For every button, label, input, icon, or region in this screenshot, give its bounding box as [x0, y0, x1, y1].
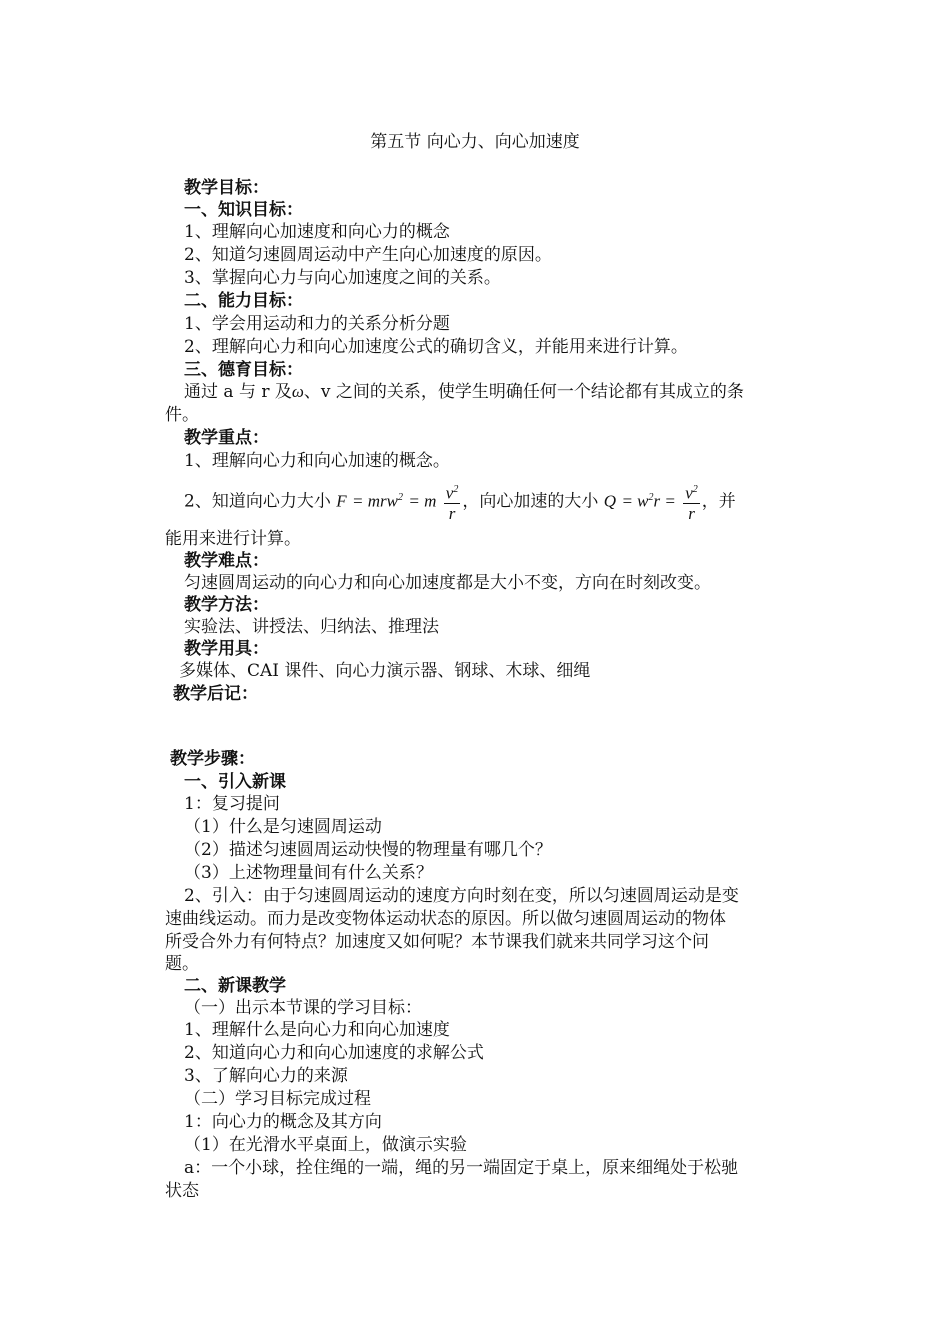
intro-question: （1）什么是匀速圆周运动: [184, 817, 382, 837]
new-lesson-concept: 1：向心力的概念及其方向: [184, 1112, 382, 1132]
formula-square: 2: [648, 492, 654, 503]
moral-text-line2: 件。: [165, 405, 199, 425]
knowledge-item: 1、理解向心加速度和向心力的概念: [184, 222, 450, 242]
tools-heading: 教学用具：: [184, 639, 269, 659]
formula-mrw: = mrw: [352, 491, 398, 511]
difficulties-heading: 教学难点：: [184, 551, 269, 571]
new-lesson-experiment: （1）在光滑水平桌面上，做演示实验: [184, 1135, 467, 1155]
new-lesson-step: 状态: [165, 1181, 199, 1201]
key-points-heading: 教学重点：: [184, 428, 269, 448]
tools-text: 多媒体、CAI 课件、向心力演示器、钢球、木球、细绳: [179, 661, 591, 681]
intro-heading: 一、引入新课: [184, 772, 286, 792]
goals-heading: 教学目标：: [184, 178, 269, 198]
intro-review: 1：复习提问: [184, 794, 280, 814]
knowledge-item: 3、掌握向心力与向心加速度之间的关系。: [184, 268, 501, 288]
formula-suffix: ，并: [701, 491, 736, 512]
methods-text: 实验法、讲授法、归纳法、推理法: [184, 617, 439, 637]
frac-denominator: r: [448, 504, 456, 524]
knowledge-item: 2、知道匀速圆周运动中产生向心加速度的原因。: [184, 245, 552, 265]
new-lesson-goal: 2、知道向心力和向心加速度的求解公式: [184, 1043, 484, 1063]
intro-paragraph-line: 2、引入：由于匀速圆周运动的速度方向时刻在变，所以匀速圆周运动是变: [184, 886, 739, 906]
formula-f: F: [336, 491, 347, 511]
new-lesson-step: a：一个小球，拴住绳的一端，绳的另一端固定于桌上，原来细绳处于松驰: [184, 1158, 739, 1178]
intro-question: （3）上述物理量间有什么关系？: [184, 863, 433, 883]
frac-square: 2: [692, 483, 698, 495]
new-lesson-goal: 3、了解向心力的来源: [184, 1066, 348, 1086]
intro-paragraph-line: 速曲线运动。而力是改变物体运动状态的原因。所以做匀速圆周运动的物体: [165, 909, 726, 929]
formula-middle-text: ，向心加速的大小: [462, 491, 599, 512]
moral-heading: 三、德育目标：: [184, 360, 303, 380]
formula-w: = w: [621, 491, 649, 511]
formula-q: Q: [603, 491, 617, 511]
difficulties-text: 匀速圆周运动的向心力和向心加速度都是大小不变，方向在时刻改变。: [184, 573, 711, 593]
methods-heading: 教学方法：: [184, 595, 269, 615]
formula-square: 2: [397, 492, 403, 503]
ability-item: 2、理解向心力和向心加速度公式的确切含义，并能用来进行计算。: [184, 337, 688, 357]
ability-heading: 二、能力目标：: [184, 291, 303, 311]
intro-paragraph-line: 所受合外力有何特点？加速度又如何呢？本节课我们就来共同学习这个问: [165, 932, 709, 952]
key-point-formula-line: [184, 477, 736, 524]
frac-square: 2: [453, 483, 459, 495]
new-lesson-sub: （二）学习目标完成过程: [184, 1089, 371, 1109]
knowledge-heading: 一、知识目标：: [184, 200, 303, 220]
new-lesson-heading: 二、新课教学: [184, 976, 286, 996]
intro-question: （2）描述匀速圆周运动快慢的物理量有哪几个？: [184, 840, 552, 860]
ability-item: 1、学会用运动和力的关系分析分题: [184, 314, 450, 334]
frac-numerator: v: [445, 483, 454, 503]
notes-heading: 教学后记：: [173, 684, 258, 704]
formula-prefix: 2、知道向心力大小: [184, 491, 331, 512]
steps-heading: 教学步骤：: [170, 749, 255, 769]
new-lesson-goal: 1、理解什么是向心力和向心加速度: [184, 1020, 450, 1040]
moral-text-line1: [184, 381, 744, 403]
frac-denominator: r: [688, 504, 695, 524]
key-point-line2: 能用来进行计算。: [165, 529, 301, 549]
intro-paragraph-line: 题。: [165, 954, 199, 974]
moral-text-b: 、v 之间的关系，使学生明确任何一个结论都有其成立的条: [303, 382, 744, 402]
omega-symbol: ω: [291, 382, 304, 401]
frac-numerator: v: [685, 483, 693, 503]
key-point-item: 1、理解向心力和向心加速的概念。: [184, 451, 450, 471]
formula-r: r =: [653, 491, 676, 511]
page-title: 第五节 向心力、向心加速度: [370, 132, 580, 152]
fraction-v2-over-r: [444, 480, 461, 525]
moral-text-a: 通过 a 与 r 及: [184, 382, 292, 402]
fraction-v2-over-r: [683, 480, 700, 525]
new-lesson-sub: （一）出示本节课的学习目标：: [184, 998, 422, 1018]
formula-m: = m: [408, 491, 437, 511]
